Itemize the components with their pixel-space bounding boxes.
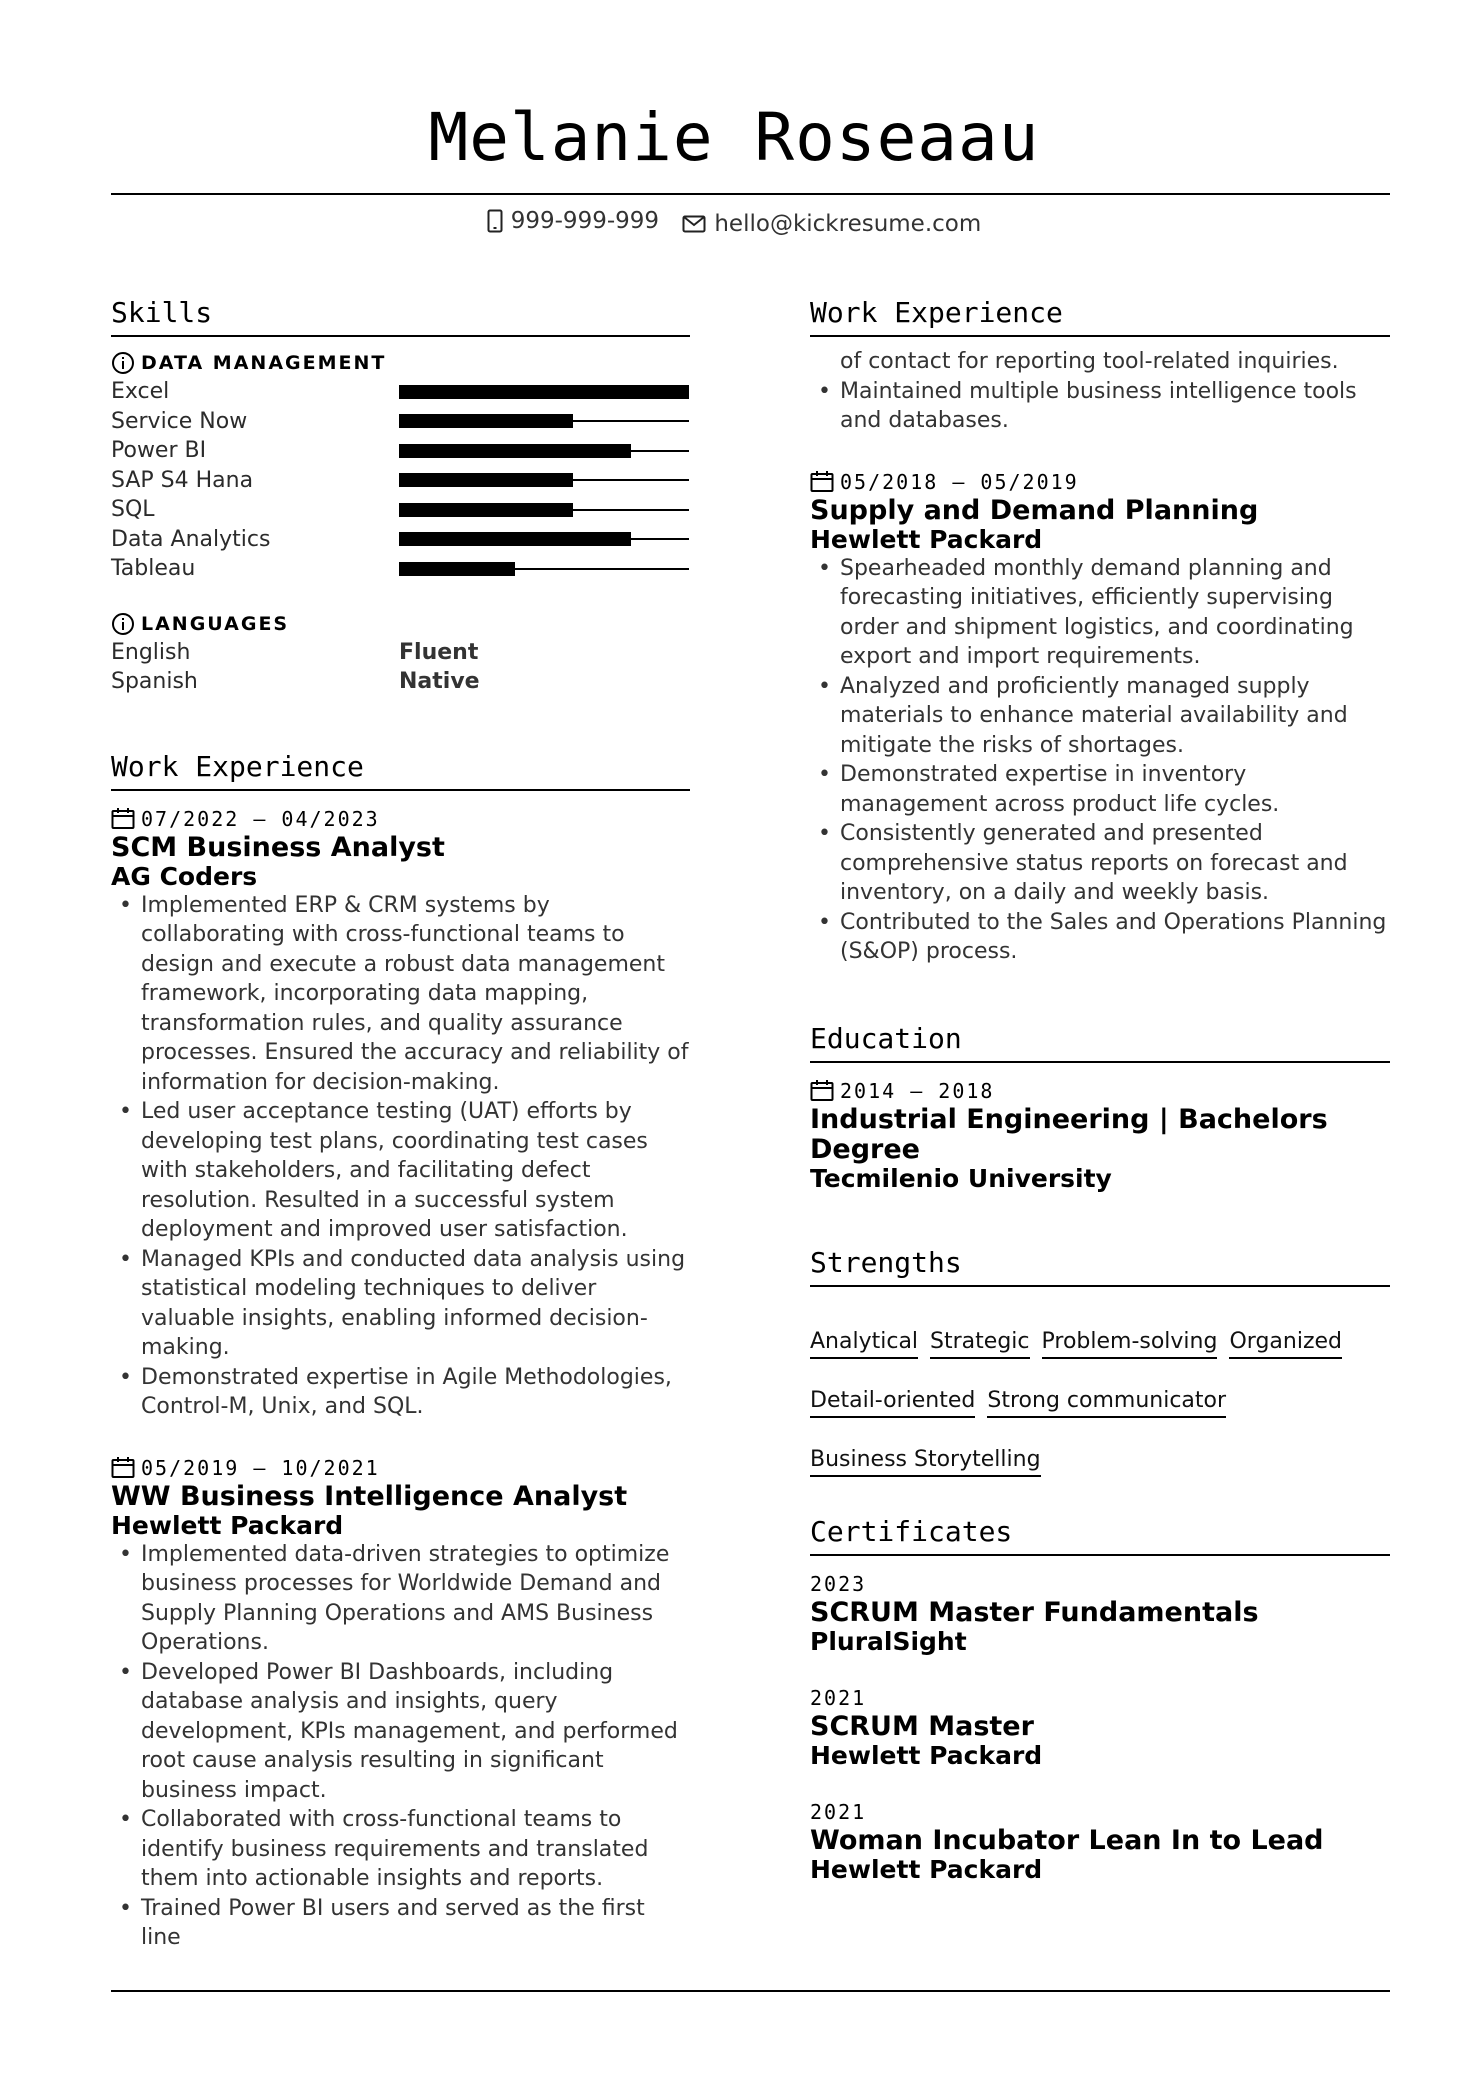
job-bullet: • Developed Power BI Dashboards, including database analysis and insights, query development, KPIs management, and performed root cause analysis resulting in significant business impact. <box>111 1658 690 1806</box>
certificate-year: 2023 <box>810 1571 867 1596</box>
job-bullet: • Contributed to the Sales and Operations Planning (S&OP) process. <box>810 908 1390 967</box>
job-bullet: • Analyzed and proficiently managed supply materials to enhance material availability and mitigate the risks of shortages. <box>810 672 1390 761</box>
calendar-icon <box>810 471 834 493</box>
job-company: AG Coders <box>111 861 258 891</box>
education-section-title: Education <box>810 1019 1390 1063</box>
email-item[interactable] <box>682 211 981 237</box>
certificate-entry <box>810 1684 1390 1770</box>
job-bullet: • Collaborated with cross-functional teams to identify business requirements and translated them into actionable insights and reports. <box>111 1805 690 1894</box>
certificate-name: SCRUM Master Fundamentals <box>810 1596 1259 1628</box>
phone-number: 999-999-999 <box>510 208 660 234</box>
calendar-icon <box>111 1457 135 1479</box>
right-column <box>810 293 1390 1884</box>
job-title: SCM Business Analyst <box>111 831 445 863</box>
skill-level-bar <box>399 503 689 517</box>
skill-level-bar <box>399 385 689 399</box>
job-date <box>111 1454 690 1482</box>
job-entry <box>111 1454 690 1953</box>
job-title: WW Business Intelligence Analyst <box>111 1480 628 1512</box>
job-date-text: 05/2018 – 05/2019 <box>840 469 1079 494</box>
envelope-icon <box>682 215 706 233</box>
language-row <box>111 667 690 697</box>
skill-row <box>111 407 690 437</box>
certificate-entry <box>810 1798 1390 1884</box>
job-bullets <box>810 554 1390 967</box>
strengths-list <box>810 1327 1390 1504</box>
skill-level-fill <box>399 532 631 546</box>
certificate-entry <box>810 1570 1390 1656</box>
certificate-name: Woman Incubator Lean In to Lead <box>810 1824 1324 1856</box>
data-management-label: DATA MANAGEMENT <box>141 352 387 374</box>
education-degree: Industrial Engineering | Bachelors Degree <box>810 1103 1328 1165</box>
job-date-text: 05/2019 – 10/2021 <box>141 1455 380 1480</box>
work-experience-section-title: Work Experience <box>111 747 690 791</box>
skill-list <box>111 377 690 584</box>
email-address[interactable]: hello@kickresume.com <box>714 211 982 237</box>
skill-level-fill <box>399 473 573 487</box>
job-company: Hewlett Packard <box>111 1510 344 1540</box>
job-bullet: • Implemented ERP & CRM systems by collaborating with cross-functional teams to design and execute a robust data management framework, incorporating data mapping, transformation rules, and quality assurance processes. Ensured the accuracy and reliability of information for decision-making. <box>111 891 690 1098</box>
skill-level-bar <box>399 473 689 487</box>
job-bullet: • Trained Power BI users and served as the first line <box>111 1894 690 1953</box>
skill-level-bar <box>399 532 689 546</box>
language-name: Spanish <box>111 669 198 695</box>
info-icon <box>111 612 135 636</box>
data-management-subhead <box>111 351 690 375</box>
certificates-section-title: Certificates <box>810 1512 1390 1556</box>
language-name: English <box>111 639 191 665</box>
job-bullet: • Demonstrated expertise in inventory management across product life cycles. <box>810 760 1390 819</box>
certificate-list <box>810 1570 1390 1884</box>
job-bullet: • Demonstrated expertise in Agile Methodologies, Control-M, Unix, and SQL. <box>111 1363 690 1422</box>
strength-tag: Problem-solving <box>1042 1327 1218 1359</box>
job-bullets <box>111 891 690 1422</box>
strength-tag: Detail-oriented <box>810 1386 975 1418</box>
header-divider <box>111 193 1390 195</box>
skill-level-fill <box>399 444 631 458</box>
certificate-issuer: Hewlett Packard <box>810 1740 1043 1770</box>
job-bullet: • Spearheaded monthly demand planning and forecasting initiatives, efficiently supervising order and shipment logistics, and coordinating export and import requirements. <box>810 554 1390 672</box>
skill-row <box>111 554 690 584</box>
language-level: Native <box>399 669 480 695</box>
calendar-icon <box>111 808 135 830</box>
skill-level-fill <box>399 562 515 576</box>
skill-row <box>111 466 690 496</box>
languages-subhead <box>111 612 690 636</box>
contact-line <box>0 208 1468 239</box>
education-date-text: 2014 – 2018 <box>840 1078 995 1103</box>
strength-tag: Strategic <box>930 1327 1029 1359</box>
skill-level-fill <box>399 385 689 399</box>
resume-name: Melanie Roseaau <box>428 99 1040 176</box>
job-date-text: 07/2022 – 04/2023 <box>141 806 380 831</box>
job-bullet-continued: of contact for reporting tool-related inquiries. <box>840 349 1339 374</box>
education-date <box>810 1077 1390 1105</box>
job-bullets <box>810 377 1390 436</box>
certificate-year: 2021 <box>810 1685 867 1710</box>
skill-level-fill <box>399 414 573 428</box>
skill-name: Power BI <box>111 438 207 464</box>
job-bullet: • Managed KPIs and conducted data analysis using statistical modeling techniques to deliver valuable insights, enabling informed decision-making. <box>111 1245 690 1363</box>
skill-name: Service Now <box>111 408 248 434</box>
strength-tag: Business Storytelling <box>810 1445 1041 1477</box>
skill-name: SAP S4 Hana <box>111 467 254 493</box>
certificate-issuer: Hewlett Packard <box>810 1854 1043 1884</box>
skill-level-bar <box>399 414 689 428</box>
left-column <box>111 293 690 1953</box>
job-bullet: • Consistently generated and presented comprehensive status reports on forecast and inventory, on a daily and weekly basis. <box>810 819 1390 908</box>
skill-level-bar <box>399 562 689 576</box>
skill-row <box>111 525 690 555</box>
job-company: Hewlett Packard <box>810 524 1043 554</box>
job-entry <box>111 805 690 1422</box>
languages-label: LANGUAGES <box>141 612 290 635</box>
strengths-section-title: Strengths <box>810 1243 1390 1287</box>
job-bullet: • Maintained multiple business intelligence tools and databases. <box>810 377 1390 436</box>
skill-level-bar <box>399 444 689 458</box>
work-experience-continued-title: Work Experience <box>810 293 1390 337</box>
skill-name: Excel <box>111 379 170 405</box>
strength-tag: Organized <box>1229 1327 1342 1359</box>
phone-item <box>487 208 659 234</box>
strength-tag: Analytical <box>810 1327 918 1359</box>
strength-tag: Strong communicator <box>987 1386 1226 1418</box>
skill-name: SQL <box>111 497 155 523</box>
job-bullet: • Implemented data-driven strategies to optimize business processes for Worldwide Demand and Supply Planning Operations and AMS Business Operations. <box>111 1540 690 1658</box>
certificate-issuer: PluralSight <box>810 1626 967 1656</box>
skills-section-title: Skills <box>111 293 690 337</box>
job-bullet: • Led user acceptance testing (UAT) efforts by developing test plans, coordinating test cases with stakeholders, and facilitating defect resolution. Resulted in a successful system deployment and improved user satisfaction. <box>111 1097 690 1245</box>
language-list <box>111 638 690 697</box>
education-school: Tecmilenio University <box>810 1163 1112 1193</box>
job-date <box>111 805 690 833</box>
info-icon <box>111 351 135 375</box>
job-bullets <box>111 1540 690 1953</box>
certificate-year: 2021 <box>810 1799 867 1824</box>
job-title: Supply and Demand Planning <box>810 494 1259 526</box>
skill-row <box>111 495 690 525</box>
skill-row <box>111 436 690 466</box>
footer-divider <box>111 1990 1390 1992</box>
skill-row <box>111 377 690 407</box>
skill-level-fill <box>399 503 573 517</box>
job-date <box>810 468 1390 496</box>
calendar-icon <box>810 1080 834 1102</box>
language-row <box>111 638 690 668</box>
skill-name: Data Analytics <box>111 526 271 552</box>
certificate-name: SCRUM Master <box>810 1710 1034 1742</box>
language-level: Fluent <box>399 639 479 665</box>
job-entry <box>810 468 1390 967</box>
skill-name: Tableau <box>111 556 196 582</box>
phone-icon <box>487 209 503 233</box>
